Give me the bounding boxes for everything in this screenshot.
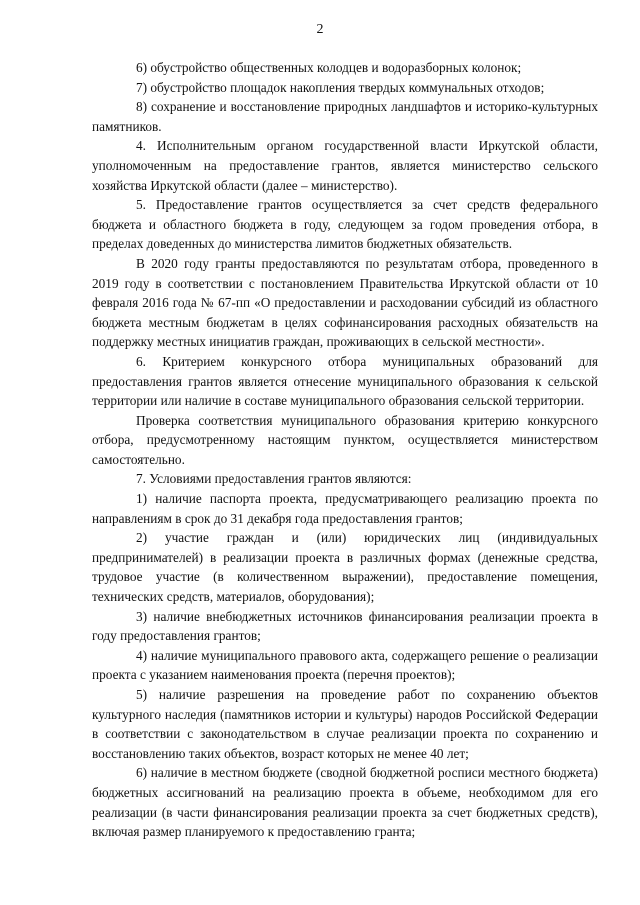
page-number: 2 xyxy=(316,22,324,37)
condition-5-heritage-permit: 5) наличие разрешения на проведение работ по сохранению объектов культурного наследия (памятников истории и культуры) народов Российской Федерации в соответствии с законодательством в случае реализации проекта по сохранению и восстановлению таких объектов, возраст которых не менее 40 лет; xyxy=(92,687,598,761)
clause-5-2020-grants: В 2020 году гранты предоставляются по результатам отбора, проведенного в 2019 году в соответствии с постановлением Правительства Иркутской области от 10 февраля 2016 года № 67-пп «О предоставлении и расходовании субсидий из областного бюджета местным бюджетам в целях софинансирования расходных обязательств на поддержку местных инициатив граждан, проживающих в сельской местности». xyxy=(92,255,598,350)
condition-1-project-passport: 1) наличие паспорта проекта, предусматривающего реализацию проекта по направлениям в срок до 31 декабря года предоставления грантов; xyxy=(92,491,598,526)
condition-6-local-budget: 6) наличие в местном бюджете (сводной бюджетной росписи местного бюджета) бюджетных ассигнований на реализацию проекта в объеме, необходимом для его реализации (в части финансирования реализации проекта за счет бюджетных средств), включая размер планируемого к предоставлению гранта; xyxy=(92,765,598,840)
condition-3-extrabudgetary-sources: 3) наличие внебюджетных источников финансирования реализации проекта в году предоставления грантов; xyxy=(92,608,598,644)
clause-7-conditions-heading: 7. Условиями предоставления грантов являются: xyxy=(136,471,412,487)
clause-5-funding: 5. Предоставление грантов осуществляется за счет средств федерального бюджета и областного бюджета в году, следующем за годом проведения отбора, в пределах доведенных до министерства лимитов бюджетных обязательств. xyxy=(92,197,598,252)
condition-4-municipal-act: 4) наличие муниципального правового акта, содержащего решение о реализации проекта с указанием наименования проекта (перечня проектов); xyxy=(92,647,598,683)
list-item-6-wells: 6) обустройство общественных колодцев и водоразборных колонок; xyxy=(136,60,522,75)
list-item-7-waste-sites: 7) обустройство площадок накопления твердых коммунальных отходов; xyxy=(136,79,545,95)
clause-6-criterion: 6. Критерием конкурсного отбора муниципальных образований для предоставления грантов является отнесение муниципального образования к сельской территории или наличие в составе муниципального образования сельской территории. xyxy=(92,353,598,409)
list-item-8-landscapes: 8) сохранение и восстановление природных ландшафтов и историко-культурных памятников. xyxy=(92,99,598,134)
clause-6-verification: Проверка соответствия муниципального образования критерию конкурсного отбора, предусмотренному настоящим пунктом, осуществляется министерством самостоятельно. xyxy=(92,412,598,467)
condition-2-citizen-participation: 2) участие граждан и (или) юридических лиц (индивидуальных предпринимателей) в реализации проекта в различных формах (денежные средства, трудовое участие (в количественном выражении), предоставление помещения, технических средств, материалов, оборудования); xyxy=(92,530,598,605)
clause-4-executive-body: 4. Исполнительным органом государственной власти Иркутской области, уполномоченным на предоставление грантов, является министерство сельского хозяйства Иркутской области (далее – министерство). xyxy=(92,138,598,193)
document-body xyxy=(92,58,598,842)
